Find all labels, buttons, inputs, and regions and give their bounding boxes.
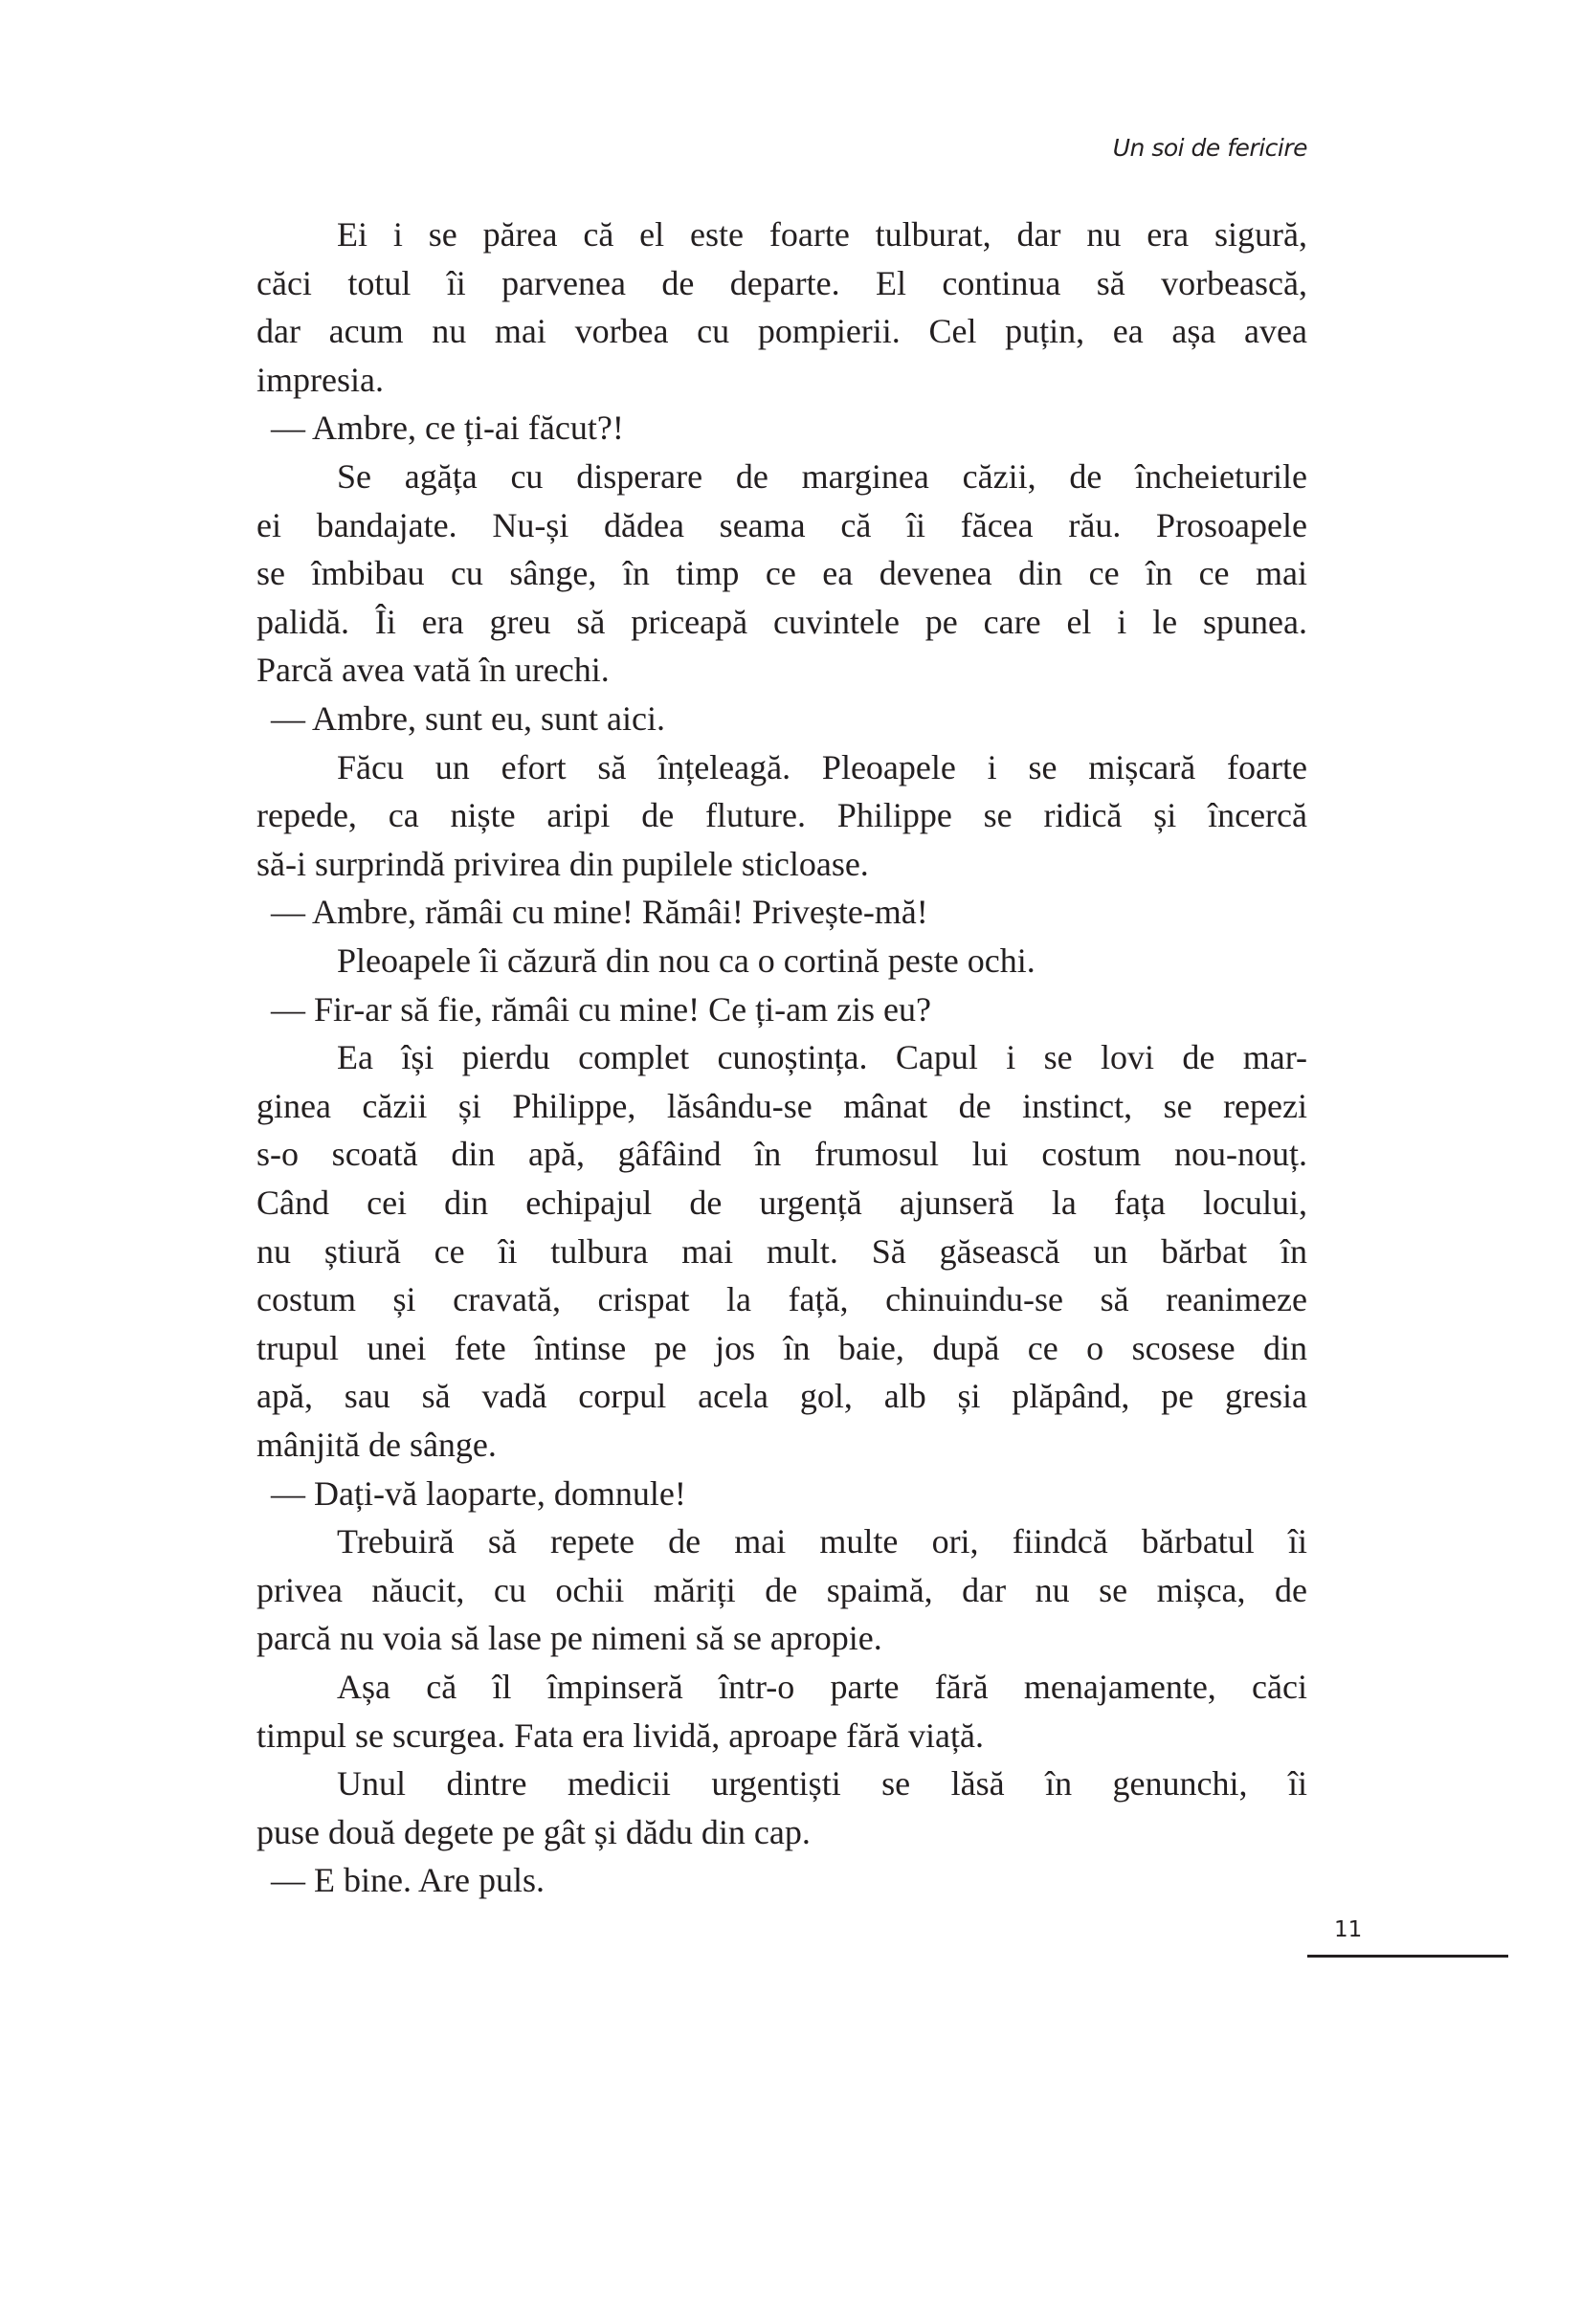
- dialogue-line: — E bine. Are puls.: [271, 1861, 545, 1900]
- dialogue-line: — Fir-ar să fie, rămâi cu mine! Ce ți-am zis eu?: [271, 989, 932, 1029]
- text-line: privea năucit, cu ochii măriți de spaimă, dar nu se mișca, de: [256, 1570, 1307, 1609]
- text-line: repede, ca niște aripi de fluture. Philippe se ridică și încercă: [256, 796, 1307, 835]
- text-line: apă, sau să vadă corpul acela gol, alb și plăpând, pe gresia: [256, 1377, 1307, 1416]
- text-line: mânjită de sânge.: [256, 1426, 497, 1464]
- text-line: dar acum nu mai vorbea cu pompierii. Cel puțin, ea așa avea: [256, 312, 1307, 351]
- dialogue-line: — Dați-vă laoparte, domnule!: [271, 1473, 686, 1513]
- text-line: costum și cravată, crispat la față, chinuindu-se să reanimeze: [256, 1280, 1307, 1319]
- dialogue-line: — Ambre, rămâi cu mine! Rămâi! Privește-mă!: [271, 893, 928, 932]
- text-line: Se agăța cu disperare de marginea căzii, de încheieturile: [337, 457, 1307, 496]
- running-head: Un soi de fericire: [1112, 134, 1307, 162]
- footer-rule: [1307, 1955, 1508, 1958]
- text-line: timpul se scurgea. Fata era lividă, aproape fără viață.: [256, 1715, 985, 1755]
- text-line: Trebuiră să repete de mai multe ori, fiindcă bărbatul îi: [337, 1522, 1307, 1561]
- text-line: trupul unei fete întinse pe jos în baie, după ce o scosese din: [256, 1328, 1307, 1367]
- page-number: 11: [1334, 1917, 1363, 1942]
- text-line: Pleoapele îi căzură din nou ca o cortină peste ochi.: [337, 941, 1035, 980]
- dialogue-line: — Ambre, sunt eu, sunt aici.: [271, 699, 665, 738]
- text-line: Ei i se părea că el este foarte tulburat, dar nu era sigură,: [337, 215, 1307, 254]
- text-line: Când cei din echipajul de urgență ajunseră la fața locului,: [256, 1184, 1307, 1222]
- text-line: Parcă avea vată în urechi.: [256, 651, 610, 690]
- text-line: nu știură ce îi tulbura mai mult. Să găsească un bărbat în: [256, 1231, 1307, 1271]
- dialogue-line: — Ambre, ce ți-ai făcut?!: [271, 409, 624, 448]
- text-line: Făcu un efort să înțeleagă. Pleoapele i se mișcară foarte: [337, 747, 1307, 786]
- text-line: ei bandajate. Nu-și dădea seama că îi făcea rău. Prosoapele: [256, 505, 1307, 544]
- text-line: puse două degete pe gât și dădu din cap.: [256, 1812, 811, 1851]
- text-line: ginea căzii și Philippe, lăsându-se mânat de instinct, se repezi: [256, 1086, 1307, 1125]
- text-line: se îmbibau cu sânge, în timp ce ea devenea din ce în ce mai: [256, 554, 1307, 593]
- text-line: să-i surprindă privirea din pupilele sticloase.: [256, 844, 869, 883]
- text-line: Unul dintre medicii urgentiști se lăsă în genunchi, îi: [337, 1764, 1307, 1804]
- text-line: Ea își pierdu complet cunoștința. Capul i se lovi de mar-: [337, 1038, 1307, 1077]
- text-line: căci totul îi parvenea de departe. El continua să vorbească,: [256, 263, 1307, 302]
- text-line: Așa că îl împinseră într-o parte fără menajamente, căci: [337, 1668, 1307, 1706]
- text-line: impresia.: [256, 360, 384, 399]
- text-line: parcă nu voia să lase pe nimeni să se apropie.: [256, 1619, 882, 1658]
- text-line: palidă. Îi era greu să priceapă cuvintele pe care el i le spunea.: [256, 602, 1307, 641]
- text-line: s-o scoată din apă, gâfâind în frumosul lui costum nou-nouț.: [256, 1135, 1307, 1174]
